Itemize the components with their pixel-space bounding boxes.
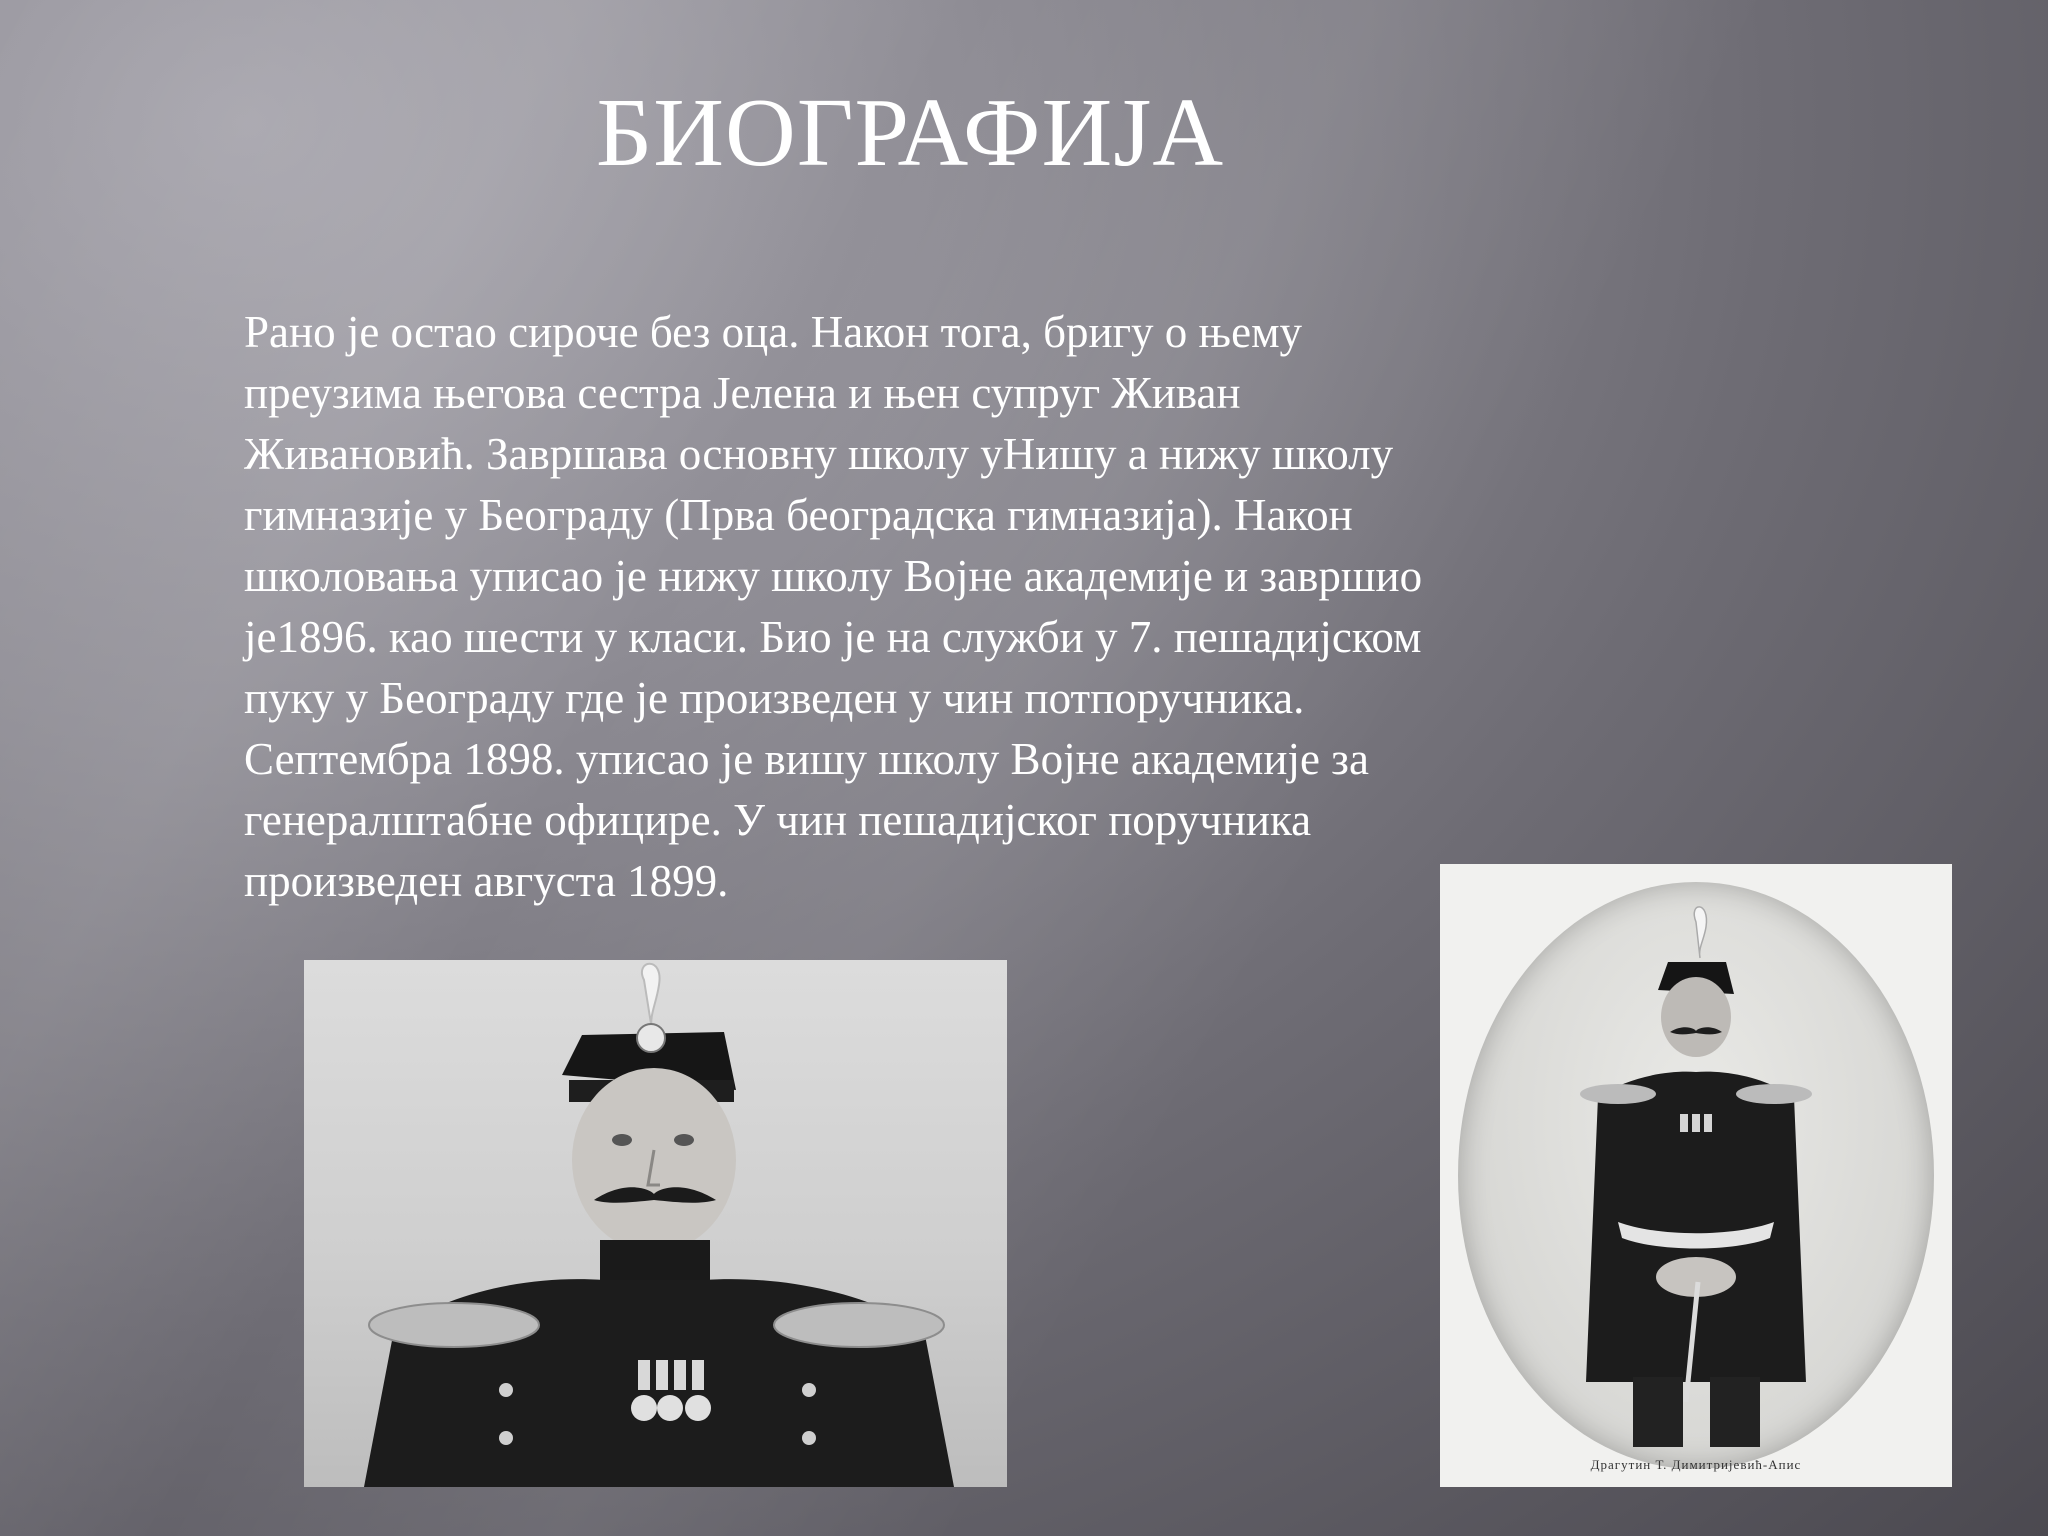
biography-line: произведен августа 1899. [244,856,729,906]
portrait-photo-standing [1440,864,1952,1487]
biography-line: гимназије у Београду (Прва београдска гимназија). Након [244,490,1353,540]
biography-line: је1896. као шести у класи. Био је на служби у 7. пешадијском [244,612,1422,662]
biography-line: Живановић. Завршава основну школу уНишу а нижу школу [244,429,1394,479]
portrait-oval-frame [1458,882,1934,1469]
portrait-standing-illustration [1458,882,1934,1469]
biography-line: преузима његова сестра Јелена и њен супруг Живан [244,368,1241,418]
biography-line: школовања уписао је нижу школу Војне академије и завршио [244,551,1423,601]
slide-title: БИОГРАФИЈА [596,79,1225,187]
portrait-bust-illustration [304,960,1007,1487]
biography-line: генералштабне официре. У чин пешадијског поручника [244,795,1312,845]
portrait-photo-bust [304,960,1007,1487]
biography-line: пуку у Београду где је произведен у чин потпоручника. [244,673,1305,723]
photo-caption: Драгутин Т. Димитријевић-Апис [1590,1457,1802,1472]
biography-line: Рано је остао сироче без оца. Након тога, бригу о њему [244,307,1303,357]
biography-line: Септембра 1898. уписао је вишу школу Војне академије за [244,734,1369,784]
biography-text [244,302,1604,912]
